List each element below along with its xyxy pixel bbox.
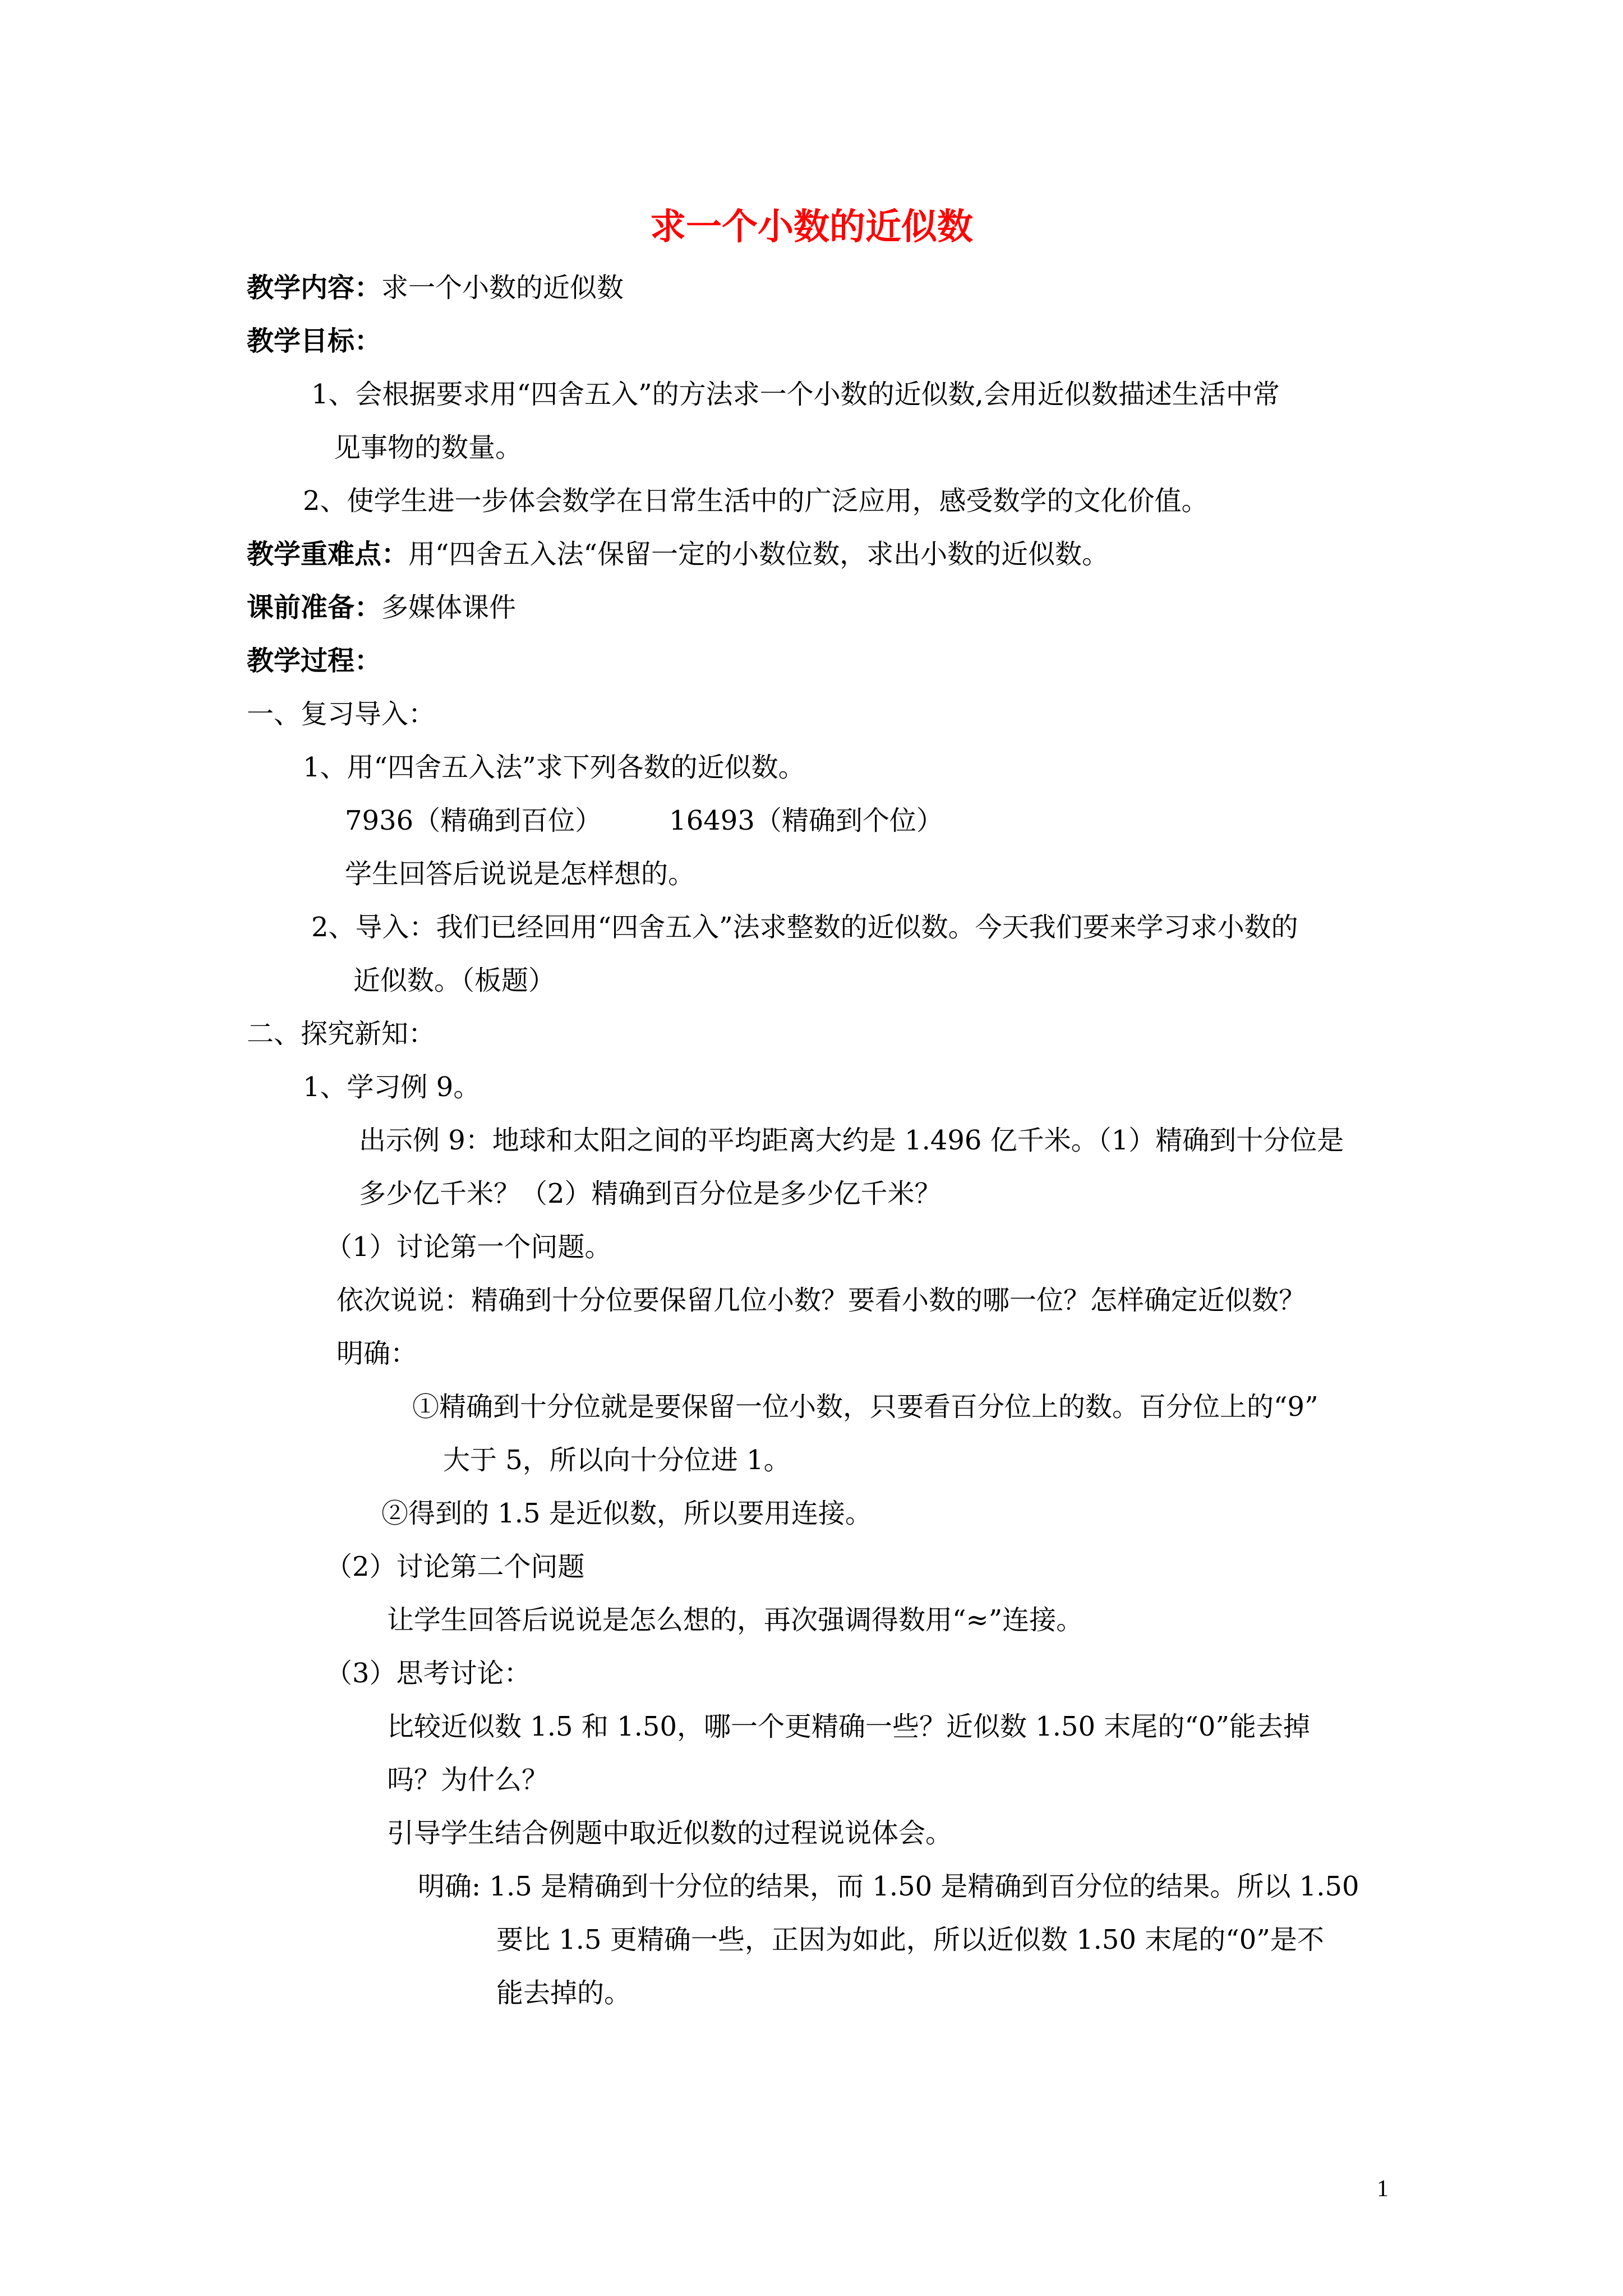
teaching-content-label: 教学内容： xyxy=(247,272,382,303)
key-points-label: 教学重难点： xyxy=(247,539,409,570)
section-1-heading: 一、复习导入： xyxy=(247,698,436,730)
preparation-label: 课前准备： xyxy=(247,592,382,623)
question-3-clear-line-2: 要比 1.5 更精确一些，正因为如此，所以近似数 1.50 末尾的“0”是不 xyxy=(496,1924,1324,1955)
section-1-item-1: 1、用“四舍五入法”求下列各数的近似数。 xyxy=(303,752,805,783)
question-3: （3）思考讨论： xyxy=(325,1658,531,1689)
section-2-heading: 二、探究新知： xyxy=(247,1018,436,1050)
teaching-content-line xyxy=(247,268,624,307)
question-2-text: 让学生回答后说说是怎么想的，再次强调得数用“≈”连接。 xyxy=(387,1604,1083,1636)
example-9-line-2: 多少亿千米？（2）精确到百分位是多少亿千米？ xyxy=(359,1178,942,1209)
question-3-clear-line-1: 明确: 1.5 是精确到十分位的结果，而 1.50 是精确到百分位的结果。所以 1.50 xyxy=(418,1871,1359,1902)
question-3-guide: 引导学生结合例题中取近似数的过程说说体会。 xyxy=(387,1818,953,1849)
section-1-item-2-line-2: 近似数。（板题） xyxy=(353,965,556,996)
example-7936: 7936（精确到百位） xyxy=(345,805,602,836)
question-2: （2）讨论第二个问题 xyxy=(325,1551,585,1582)
section-2-item-1: 1、学习例 9。 xyxy=(303,1071,481,1103)
section-1-examples xyxy=(345,801,943,840)
teaching-goals-label: 教学目标： xyxy=(247,325,382,357)
clear-point-1-line-1: ①精确到十分位就是要保留一位小数，只要看百分位上的数。百分位上的“9” xyxy=(412,1391,1318,1423)
question-1-ask: 依次说说：精确到十分位要保留几位小数？要看小数的哪一位？怎样确定近似数？ xyxy=(336,1285,1306,1316)
preparation-line xyxy=(247,588,516,627)
question-3-line-2: 吗？为什么？ xyxy=(387,1764,549,1796)
clear-point-1-line-2: 大于 5，所以向十分位进 1。 xyxy=(443,1444,791,1476)
goal-2: 2、使学生进一步体会数学在日常生活中的广泛应用，感受数学的文化价值。 xyxy=(303,485,1209,517)
page-title: 求一个小数的近似数 xyxy=(650,206,973,248)
teaching-content-text: 求一个小数的近似数 xyxy=(381,272,624,303)
example-9-line-1: 出示例 9：地球和太阳之间的平均距离大约是 1.496 亿千米。（1）精确到十分位是 xyxy=(359,1125,1344,1156)
preparation-text: 多媒体课件 xyxy=(381,592,517,623)
key-points-line xyxy=(247,535,1109,574)
goal-1-line-1: 1、会根据要求用“四舍五入”的方法求一个小数的近似数,会用近似数描述生活中常 xyxy=(311,379,1280,410)
page-number: 1 xyxy=(1377,2176,1389,2202)
question-1: （1）讨论第一个问题。 xyxy=(325,1231,612,1263)
section-1-note: 学生回答后说说是怎样想的。 xyxy=(345,858,695,890)
question-3-clear-line-3: 能去掉的。 xyxy=(496,1977,631,2009)
question-1-clear: 明确： xyxy=(336,1338,418,1369)
goal-1-line-2: 见事物的数量。 xyxy=(334,432,523,463)
teaching-process-label: 教学过程： xyxy=(247,645,382,677)
example-16493: 16493（精确到个位） xyxy=(669,805,943,836)
question-3-line-1: 比较近似数 1.5 和 1.50，哪一个更精确一些？近似数 1.50 末尾的“0”能去掉 xyxy=(387,1711,1310,1742)
section-1-item-2-line-1: 2、导入：我们已经回用“四舍五入”法求整数的近似数。今天我们要来学习求小数的 xyxy=(311,912,1298,943)
clear-point-2: ②得到的 1.5 是近似数，所以要用连接。 xyxy=(381,1498,872,1529)
key-points-text: 用“四舍五入法“保留一定的小数位数，求出小数的近似数。 xyxy=(408,539,1109,570)
